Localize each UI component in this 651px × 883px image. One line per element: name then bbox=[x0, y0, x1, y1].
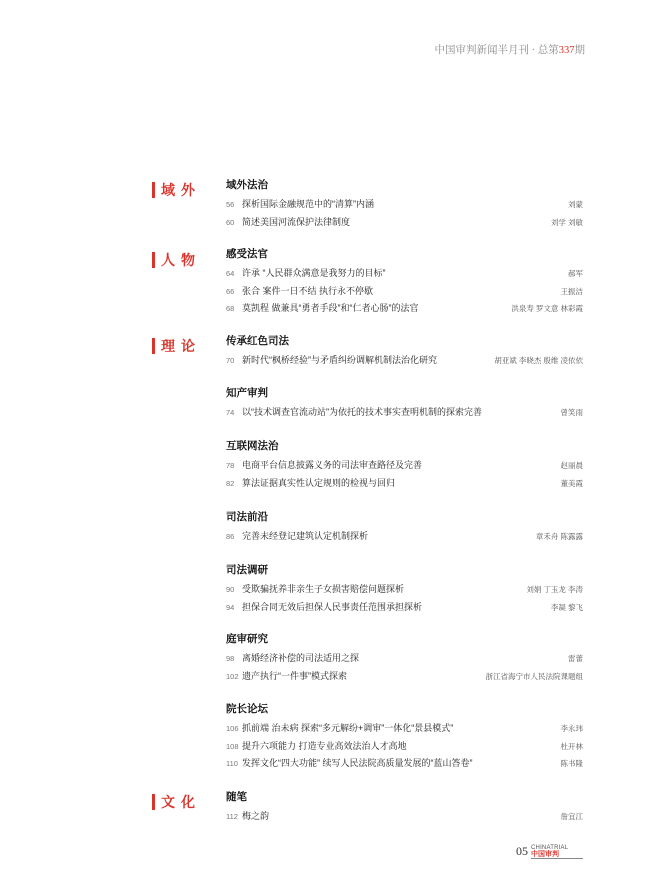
page-number: 108 bbox=[226, 741, 239, 751]
article-title: 受欺骗抚养非亲生子女损害赔偿问题探析 bbox=[242, 584, 405, 594]
page-number: 56 bbox=[226, 200, 235, 209]
article-author: 雷蕾 bbox=[568, 654, 583, 663]
category-renwu bbox=[152, 250, 201, 270]
section-title: 互联网法治 bbox=[226, 441, 279, 452]
category-bar bbox=[152, 182, 155, 198]
toc-entry[interactable] bbox=[226, 808, 583, 826]
running-header bbox=[435, 42, 586, 57]
page-number: 110 bbox=[226, 759, 238, 768]
section-ganshou-faguan bbox=[226, 247, 583, 318]
section-title: 域外法治 bbox=[226, 180, 268, 191]
logo-english: CHINATRIAL bbox=[531, 845, 569, 851]
article-title: 张合 案件一日不结 执行永不停歇 bbox=[242, 285, 374, 296]
category-label: 域外 bbox=[161, 182, 201, 198]
article-author: 赵丽晨 bbox=[560, 461, 583, 470]
category-bar bbox=[152, 338, 155, 354]
category-wenhua bbox=[152, 792, 201, 812]
page-number: 90 bbox=[226, 585, 235, 594]
header-issue-suffix: 期 bbox=[574, 45, 585, 56]
article-author: 章禾舟 陈露露 bbox=[535, 532, 583, 541]
toc-entry[interactable] bbox=[226, 755, 583, 773]
article-title: 莫凯程 做兼具“勇者手段”和“仁者心肠”的法官 bbox=[242, 303, 419, 313]
article-author: 刘蒙 bbox=[568, 200, 583, 209]
toc-entry[interactable] bbox=[226, 352, 583, 370]
section-chuancheng-hongse-sifa bbox=[226, 334, 583, 370]
toc-entry[interactable] bbox=[226, 265, 583, 283]
page-number: 86 bbox=[226, 532, 235, 541]
header-issue-number: 337 bbox=[558, 45, 575, 56]
logo-chinese: 中国审判 bbox=[531, 851, 583, 859]
article-author: 陈书隆 bbox=[560, 759, 583, 768]
article-author: 李凝 黎飞 bbox=[550, 602, 583, 612]
toc-entry[interactable] bbox=[226, 738, 583, 756]
toc-entry[interactable] bbox=[226, 475, 583, 493]
toc-entry[interactable] bbox=[226, 300, 583, 318]
section-tingshen-yanjiu bbox=[226, 632, 583, 685]
category-bar bbox=[152, 794, 155, 810]
article-author: 浙江省海宁市人民法院课题组 bbox=[485, 671, 583, 681]
section-title: 院长论坛 bbox=[226, 704, 268, 715]
page-number: 66 bbox=[226, 286, 235, 296]
china-trial-logo bbox=[531, 845, 583, 859]
page-number: 64 bbox=[226, 269, 235, 278]
section-title: 知产审判 bbox=[226, 388, 268, 399]
article-title: 电商平台信息披露义务的司法审查路径及完善 bbox=[242, 460, 423, 470]
page-number: 68 bbox=[226, 304, 235, 313]
section-yuanzhang-luntan bbox=[226, 702, 583, 773]
article-title: 完善未经登记建筑认定机制探析 bbox=[242, 531, 369, 541]
article-title: 遗产执行“一件事”模式探索 bbox=[242, 670, 347, 681]
section-suibi bbox=[226, 790, 583, 826]
article-title: 新时代“枫桥经验”与矛盾纠纷调解机制法治化研究 bbox=[242, 355, 437, 365]
page-number: 70 bbox=[226, 356, 235, 365]
category-label: 理论 bbox=[161, 338, 201, 354]
section-yuwai-fazhi bbox=[226, 178, 583, 231]
article-author: 李永玮 bbox=[560, 724, 583, 733]
page-number: 60 bbox=[226, 217, 235, 227]
toc-entry[interactable] bbox=[226, 650, 583, 668]
page-number: 94 bbox=[226, 602, 235, 612]
toc-entry[interactable] bbox=[226, 581, 583, 599]
article-title: 抓前端 治未病 探索“多元解纷+调审”一体化“景县模式” bbox=[242, 723, 454, 733]
section-sifa-qianyan bbox=[226, 510, 583, 546]
article-author: 曾笑雨 bbox=[560, 408, 583, 417]
article-title: 发挥文化“四大功能” 续写人民法院高质量发展的“蓝山答卷” bbox=[242, 758, 473, 768]
article-title: 以“技术调查官流动站”为依托的技术事实查明机制的探索完善 bbox=[242, 407, 482, 417]
category-label: 人物 bbox=[161, 252, 201, 268]
page-number: 98 bbox=[226, 654, 235, 663]
toc-entry[interactable] bbox=[226, 528, 583, 546]
toc-entry[interactable] bbox=[226, 668, 583, 686]
toc-entry[interactable] bbox=[226, 457, 583, 475]
page-number: 78 bbox=[226, 461, 235, 470]
page-number: 106 bbox=[226, 724, 239, 733]
article-author: 刘学 刘敏 bbox=[550, 217, 583, 227]
page-number: 82 bbox=[226, 478, 235, 488]
article-title: 许承 “人民群众满意是我努力的目标” bbox=[242, 268, 386, 278]
section-title: 司法调研 bbox=[226, 565, 268, 576]
article-author: 洪泉寿 罗文意 林彩霞 bbox=[511, 304, 583, 313]
article-author: 董美霞 bbox=[560, 478, 583, 488]
article-title: 探析国际金融规范中的“清算”内涵 bbox=[242, 199, 374, 209]
toc-entry[interactable] bbox=[226, 720, 583, 738]
toc-entry[interactable] bbox=[226, 283, 583, 301]
article-author: 王振洁 bbox=[560, 286, 583, 296]
article-author: 刘娟 丁玉龙 李涛 bbox=[526, 585, 583, 594]
section-sifa-diaoyan bbox=[226, 563, 583, 616]
article-title: 算法证据真实性认定规则的检视与回归 bbox=[242, 477, 396, 488]
article-title: 提升六项能力 打造专业高效法治人才高地 bbox=[242, 740, 407, 751]
article-author: 胡亚斌 李晓杰 殷维 凌依依 bbox=[494, 356, 583, 365]
section-title: 传承红色司法 bbox=[226, 336, 289, 347]
article-title: 担保合同无效后担保人民事责任范围承担探析 bbox=[242, 601, 423, 612]
toc-entry[interactable] bbox=[226, 214, 583, 232]
section-zhichan-shenpan bbox=[226, 386, 583, 422]
article-title: 梅之韵 bbox=[242, 811, 270, 821]
article-title: 离婚经济补偿的司法适用之探 bbox=[242, 653, 360, 663]
page-number: 74 bbox=[226, 408, 235, 417]
category-yuwai bbox=[152, 180, 201, 200]
article-title: 简述美国河流保护法律制度 bbox=[242, 216, 351, 227]
toc-entry[interactable] bbox=[226, 404, 583, 422]
article-author: 杜开林 bbox=[560, 741, 583, 751]
section-title: 随笔 bbox=[226, 792, 247, 803]
article-author: 詹宜江 bbox=[560, 812, 583, 821]
category-lilun bbox=[152, 336, 201, 356]
toc-entry[interactable] bbox=[226, 599, 583, 617]
page-number: 102 bbox=[226, 671, 239, 681]
footer-page-number: 05 bbox=[516, 844, 528, 858]
section-hulianwang-fazhi bbox=[226, 439, 583, 492]
section-title: 庭审研究 bbox=[226, 634, 268, 645]
page-footer bbox=[516, 844, 583, 859]
page-number: 112 bbox=[226, 812, 238, 821]
toc-entry[interactable] bbox=[226, 196, 583, 214]
category-bar bbox=[152, 252, 155, 268]
header-journal-name: 中国审判新闻半月刊 · 总第 bbox=[434, 45, 559, 56]
article-author: 郝军 bbox=[568, 269, 583, 278]
section-title: 感受法官 bbox=[226, 249, 268, 260]
section-title: 司法前沿 bbox=[226, 512, 268, 523]
category-label: 文化 bbox=[161, 794, 201, 810]
